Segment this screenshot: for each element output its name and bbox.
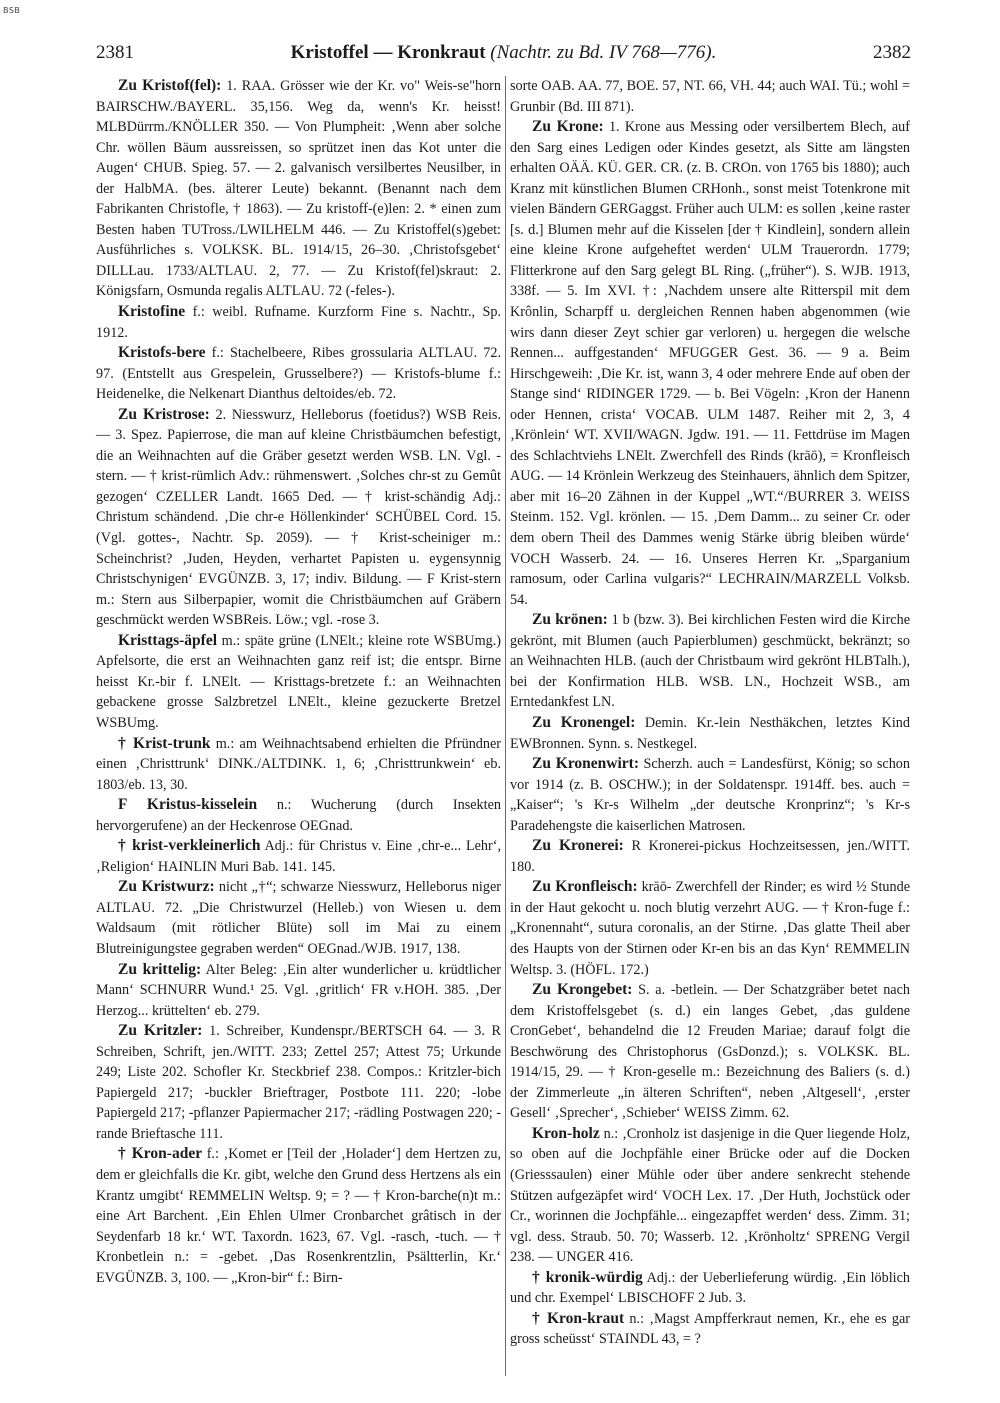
- entry-text: f.: Stachelbeere, Ribes grossularia ALTLAU. 72. 97. (Entstellt aus Grespelein, Grusselbere?) — Kristofs-blume f.: Heidenelke, die Nelkenart Dianthus deltoides/eb. 72.: [96, 345, 501, 403]
- dictionary-entry: [96, 631, 501, 734]
- dictionary-entry: [510, 610, 910, 713]
- left-column: [96, 76, 501, 1288]
- dictionary-entry: [510, 1124, 910, 1268]
- dictionary-entry: [96, 343, 501, 405]
- dictionary-entry: [510, 76, 910, 117]
- library-stamp: BSB: [3, 6, 21, 15]
- entry-headword: Zu Krone:: [532, 118, 604, 136]
- dictionary-entry: [510, 754, 910, 836]
- dictionary-entry: [510, 980, 910, 1124]
- entry-headword: Zu Kronerei:: [532, 837, 624, 855]
- entry-text: R Kronerei-pickus Hochzeitsessen, jen./WITT. 180.: [510, 838, 910, 875]
- entry-text: Adj.: für Christus v. Eine ‚chr-e... Lehr‘, ‚Religion‘ HAINLIN Muri Bab. 141. 145.: [96, 838, 501, 875]
- entry-text: m.: späte grüne (LNElt.; kleine rote WSBUmg.) Apfelsorte, die erst an Weihnachten ganz reif ist; die entspr. Birne heisst Kr.-bir f. LNElt. — Kristtags-bretzete f.: an Weihnachten gebackene grosse Salzbretzel LNElt., kleine gezuckerte Bretzel WSBUmg.: [96, 632, 501, 731]
- running-title-reference: (Nachtr. zu Bd. IV 768—776).: [490, 42, 717, 63]
- entry-headword: † Kron-kraut: [532, 1309, 625, 1327]
- entry-text: n.: ‚Magst Ampfferkraut nemen, Kr., ehe es gar gross scheüsst‘ STAINDL 43, = ?: [510, 1310, 910, 1348]
- entry-text: m.: am Weihnachtsabend erhielten die Pfründner einen ‚Christtrunk‘ DINK./ALTDINK. 1, 6; ‚Christtrunkwein‘ eb. 1803/eb. 13, 30.: [96, 735, 501, 793]
- entry-text: 1. Krone aus Messing oder versilbertem Blech, auf den Sarg eines Ledigen oder Kindes gesetzt, als Sitte am längsten erhalten OÄÄ. KÜ. GER. CR. (z. B. CROn. von 1765 bis 1880); auch Kranz mit künstlichen Blumen CRHonh., sonst meist Totenkrone mit vielen Bändern GERGaggst. Früher auch ULM: es sollen ‚keine raster [s. d.] Blumen mehr auf die Kisselen [der † Kindlein], sondern allein eine kleine Krone aufgeheftet werden‘ ULM Trauerordn. 1779; Flitterkrone auf den Sarg gelegt BL Ring. („früher“). S. WJB. 1913, 338f. — 5. Im XVI. †: ‚Nachdem unsere alte Ritterspil mit dem Krônlin, Scharpff u. dergleichen Rennen haben abgenommen (wie wirs dann dieser Zeyt schier gar verloren) u. hergegen die welsche Rennen... auffgestanden‘ MFUGGER Gest. 36. — 9 a. Beim Hirschgeweih: ‚Die Kr. ist, wann 3, 4 oder mehrere Ende auf oben der Stange sind‘ RIDINGER 1729. — b. Bei Vögeln: ‚Kron der Hanenn oder Hennen, crista‘ VOCAB. ULM 1487. Reiher mit 2, 3, 4 ‚Krönlein‘ WT. XVII/WAGN. Jgdw. 191. — 11. Fettdrüse im Magen des Schlachtviehs LNElt. Zwerchfell des Rinds (krāō), = Kronfleisch AUG. — 14 Krönlein Werkzeug des Steinhauers, ähnlich dem Spitzer, aber mit 16–20 Zähnen in der Kuppel „WT.“/BURRER 3. WEISS Steinm. 152. Vgl. krönlen. — 15. ‚Dem Damm... zu seiner Cr. oder dem obern Theil des Dammes wenig Stärke übrig bleiben würde‘ VOCH Wasserb. 24. — 16. Unseres Herren Kr. „Sparganium ramosum, oder Carlina vulgaris?“ LECHRAIN/MARZELL Volksb. 54.: [510, 119, 910, 608]
- entry-text: 1. Schreiber, Kundenspr./BERTSCH 64. — 3. R Schreiben, Schrift, jen./WITT. 233; Zettel 257; Attest 75; Urkunde 249; Liste 202. Schofler Kr. Steckbrief 238. Compos.: Kritzler-bich Papiergeld 217; -buckler Brieftrager, Postbote 111. 220; -lobe Papiergeld 217; -pflanzer Papiermacher 217; -rädling Postwagen 220; -rande Brieftasche 111.: [96, 1023, 501, 1142]
- dictionary-entry: [510, 713, 910, 754]
- entry-headword: Kristtags-äpfel: [118, 631, 218, 649]
- entry-text: f.: ‚Komet er [Teil der ‚Holader‘] dem Hertzen zu, dem er gleichfalls die Kr. gibt, welche den Grund dess Hertzens als ein Krantz umgibt‘ REMMELIN Weltsp. 9; = ? — † Kron-barche(n)t m.: eine Art Barchent. ‚Ein Ehlen Ulmer Cronbarchet grâtisch in der Seydenfarb 18 kr.‘ WT. Taxordn. 1623, 67. Vgl. -rasch, -tuch. — † Kronbetlein n.: = -gebet. ‚Das Rosenkrentzlin, Psältterlin, Kr.‘ EVGÜNZB. 3, 100. — „Kron-bir“ f.: Birn-: [96, 1146, 501, 1286]
- column-divider: [505, 76, 506, 1376]
- dictionary-entry: [96, 734, 501, 796]
- dictionary-entry: [510, 117, 910, 610]
- dictionary-entry: [96, 1021, 501, 1144]
- entry-headword: F Kristus-kisselein: [118, 796, 258, 814]
- dictionary-entry: [510, 1268, 910, 1309]
- entry-text: 1. RAA. Grösser wie der Kr. vo" Weis-se"horn BAIRSCHW./BAYERL. 35,156. Weg da, wenn's Kr. heisst! MLBDürrm./KNÖLLER 350. — Von Plumpheit: ‚Wenn aber solche Chr. wöllen Bäum aussreissen, so sprützet inen das Kot unter die Augen‘ CHUB. Spieg. 57. — 2. galvanisch versilbertes Neusilber, in der HalbMA. (bes. älterer Leute) bekannt. (Benannt nach dem Fabrikanten Christofle, † 1863). — Zu kristoff-(e)len: 2. * einen zum Besten haben TUTross./LWILHELM 446. — Zu Kristoffel(s)gebet: Ausführliches s. VOLKSK. BL. 1914/15, 26–30. ‚Christofsgebet‘ DILLLau. 1733/ALTLAU. 2, 77. — Zu Kristof(fel)skraut: 2. Königsfarn, Osmunda regalis ALTLAU. 72 (-feles-).: [96, 78, 501, 300]
- dictionary-entry: [510, 836, 910, 877]
- entry-headword: Kristofs-bere: [118, 344, 206, 362]
- dictionary-entry: [96, 795, 501, 836]
- entry-text: Demin. Kr.-lein Nesthäkchen, letztes Kind EWBronnen. Synn. s. Nestkegel.: [510, 714, 910, 752]
- dictionary-entry: [96, 405, 501, 631]
- running-title-words: Kristoffel — Kronkraut: [290, 42, 486, 63]
- entry-headword: Zu Kristrose:: [118, 405, 210, 423]
- entry-text: Scherzh. auch = Landesfürst, König; so schon vor 1914 (z. B. OSCHW.); in der Soldatenspr. 1914ff. bes. auch = „Kaiser“; 's Kr-s Wilhelm „der deutsche Kronprinz“; 's Kr-s Paradehengste die kaiserlichen Matrosen.: [510, 756, 910, 834]
- dictionary-entry: [510, 877, 910, 980]
- entry-headword: † kronik-würdig: [532, 1268, 643, 1286]
- entry-headword: Zu krittelig:: [118, 960, 202, 978]
- entry-headword: Zu Kronfleisch:: [532, 878, 638, 896]
- entry-headword: Zu Kronenwirt:: [532, 755, 639, 773]
- entry-headword: † Krist-trunk: [118, 734, 211, 752]
- entry-headword: Zu Kristwurz:: [118, 878, 215, 896]
- entry-headword: † krist-verkleinerlich: [118, 837, 261, 855]
- entry-text: 1 b (bzw. 3). Bei kirchlichen Festen wird die Kirche gekrönt, mit Blumen (auch Papierblumen) geschmückt, bekränzt; so an Weihnachten HLB. (auch der Christbaum wird gekrönt HLBTalh.), bei der Konfirmation HLB. WSB. LN., Hochzeit WSB., am Erntedankfest LN.: [510, 612, 910, 711]
- dictionary-entry: [96, 302, 501, 343]
- entry-headword: Kristofine: [118, 303, 186, 321]
- entry-text: n.: ‚Cronholz ist dasjenige in die Quer liegende Holz, so oben auf die Jochpfähle einer Brücke oder auf die Docken (Griesssaulen) einer Mühle oder über andere senkrecht stehende Stützen aufgezäpfet wird‘ VOCH Lex. 17. ‚Der Huth, Jochstück oder Cr., worinnen die Jochpfähle... eingezapffet werden‘ dess. Zimm. 31; vgl. dess. Straub. 50. 70; Wasserb. 12. ‚Krönholtz‘ SPRENG Vergil 238. — UNGER 416.: [510, 1125, 910, 1266]
- entry-text: sorte OAB. AA. 77, BOE. 57, NT. 66, VH. 44; auch WAI. Tü.; wohl = Grunbir (Bd. III 871).: [510, 78, 910, 115]
- dictionary-entry: [96, 836, 501, 877]
- entry-text: krāō- Zwerchfell der Rinder; es wird ½ Stunde in der Haut gekocht u. noch blutig verzehrt AUG. — † Kron-fuge f.: „Kronennaht“, sutura coronalis, an der Stirne. ‚Das glatte Theil aber des Haupts von der Stirnen oder Kr-en bis an das Kyn‘ REMMELIN Weltsp. 3. (HÖFL. 172.): [510, 879, 910, 978]
- entry-headword: Kron-holz: [532, 1124, 600, 1142]
- dictionary-entry: [510, 1309, 910, 1350]
- entry-headword: Zu Kritzler:: [118, 1022, 203, 1040]
- entry-text: nicht „†“; schwarze Niesswurz, Helleborus niger ALTLAU. 72. „Die Christwurzel (Helleb.) von Wiesen u. dem Waldsaum (mit rötlicher Blüte) soll im Mai zu einem Blutreinigungstee gegraben werden“ OEGnad./WJB. 1917, 138.: [96, 879, 501, 957]
- entry-headword: Zu krönen:: [532, 611, 608, 629]
- dictionary-entry: [96, 76, 501, 302]
- dictionary-entry: [96, 877, 501, 959]
- entry-text: Alter Beleg: ‚Ein alter wunderlicher u. krüdtlicher Mann‘ SCHNURR Wund.¹ 25. Vgl. ‚gritlich‘ FR v.HOH. 385. ‚Der Herzog... krüttelten‘ eb. 279.: [96, 961, 501, 1019]
- page-header: [96, 42, 911, 68]
- entry-headword: Zu Krongebet:: [532, 981, 633, 999]
- dictionary-entry: [96, 1144, 501, 1288]
- page-number-left: 2381: [96, 42, 134, 63]
- entry-headword: Zu Kronengel:: [532, 713, 636, 731]
- entry-text: f.: weibl. Rufname. Kurzform Fine s. Nachtr., Sp. 1912.: [96, 304, 501, 341]
- running-title: [96, 42, 911, 64]
- entry-headword: Zu Kristof(fel):: [118, 77, 222, 94]
- entry-headword: † Kron-ader: [118, 1145, 203, 1163]
- page-number-right: 2382: [873, 42, 911, 63]
- entry-text: 2. Niesswurz, Helleborus (foetidus?) WSB Reis. — 3. Spez. Papierrose, die man auf kleine Christbäumchen befestigt, die an Weihnachten auf die Gräber gesetzt werden WSB. LN. Vgl. -stern. — † krist-rümlich Adv.: rühmenswert. ‚Solches chr-st zu Gemût gezogen‘ CZELLER Landt. 1665 Ded. — † krist-schändig Adj.: Christum schändend. ‚Die chr-e Höllenkinder‘ SCHÜBEL Cord. 15. (Vgl. gottes-, Nachtr. Sp. 2059). — † Krist-scheiniger m.: Scheinchrist? ‚Juden, Heyden, verhartet Papisten u. eygensynnig Christschynigen‘ EVGÜNZB. 3, 17; indiv. Bildung. — F Krist-stern m.: Stern aus Silberpapier, womit die Christbäumchen auf Gräbern geschmückt werden WSBReis. Löw.; vgl. -rose 3.: [96, 406, 501, 629]
- entry-text: Adj.: der Ueberlieferung würdig. ‚Ein löblich und chr. Exempel‘ LBISCHOFF 2 Jub. 3.: [510, 1269, 910, 1307]
- right-column: [510, 76, 910, 1350]
- dictionary-entry: [96, 960, 501, 1022]
- entry-text: S. a. -betlein. — Der Schatzgräber betet nach dem Kristoffelsgebet (s. d.) ein langes Gebet, ‚das guldene CronGebet‘, behandelnd die 12 Freuden Mariae; darauf folgt die Beschwörung des Christophorus (GsDonzd.); s. VOLKSK. BL. 1914/15, 29. — † Kron-geselle m.: Bezeichnung des Baliers (s. d.) der Zimmerleute „in älteren Schriften“, neben ‚Altgesell‘, ‚erster Gesell‘ ‚Sprecher‘, ‚Schieber‘ WEISS Zimm. 62.: [510, 982, 910, 1122]
- entry-text: n.: Wucherung (durch Insekten hervorgerufene) an der Heckenrose OEGnad.: [96, 797, 501, 834]
